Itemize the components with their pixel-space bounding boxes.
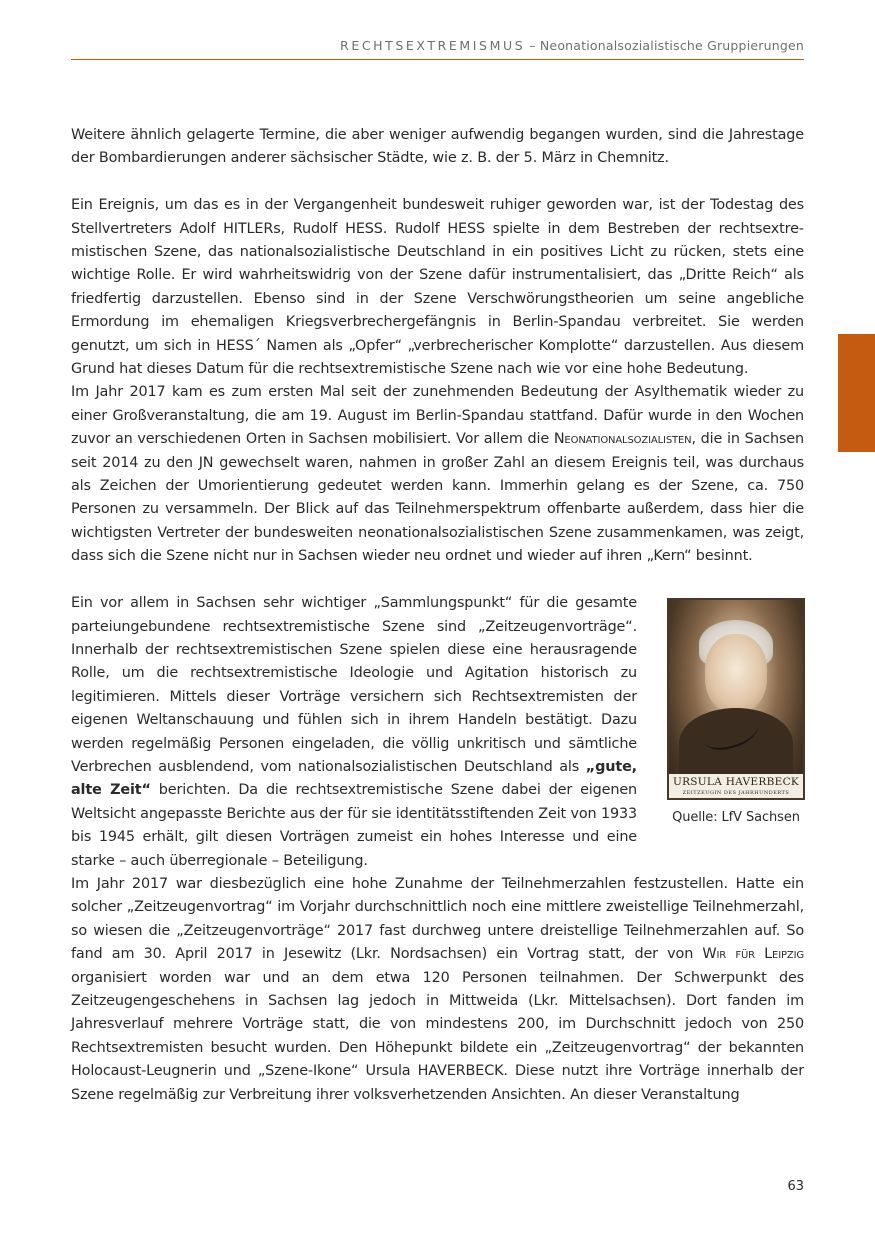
photo-face-shape <box>705 634 767 712</box>
paragraph-3-text-b: , die in Sachsen seit 2014 zu den JN gewechselt waren, nahmen in großer Zahl an diesem Ereignis teil, was durchaus als Zeichen der Umorientierung gedeutet werden kann. Immerhin gelang es der Szene, ca. 750 Personen zu versammeln. Der Blick auf das Teilnehmerspektrum offenbarte außerdem, dass hier die wichtigsten Vertreter der bundesweiten neonationalsozialistischen Szene zusammenkamen, was zeigt, dass sich die Szene nicht nur in Sachsen wieder neu ordnet und wieder auf ihren „Kern“ besinnt. <box>71 431 804 565</box>
main-text <box>71 124 804 1107</box>
text-with-figure <box>71 592 804 873</box>
header-section-title: RECHTSEXTREMISMUS <box>340 38 526 53</box>
paragraph-4-text-a: Ein vor allem in Sachsen sehr wichtiger „Sammlungspunkt“ für die gesamte parteiungebundene rechtsextremistische Szene sind „Zeitzeugenvorträge“. Innerhalb der rechtsextremistischen Szene spielen diese eine herausragende Rolle, um die rechtsextremistische Ideologie und Agitation historisch zu legitimieren. Mittels dieser Vorträge versichern sich Rechtsextremisten der eigenen Weltanschauung und fühlen sich in ihrem Handeln bestätigt. Dazu werden regelmäßig Personen eingeladen, die völlig unkritisch und sämtliche Verbrechen ausblendend, vom nationalsozialistischen Deutschland als <box>71 595 637 775</box>
paragraph-4 <box>71 592 637 873</box>
paragraph-4-text-b: berichten. Da die rechtsextremistische Szene dabei der eigenen Weltsicht angepasste Berichte aus der für sie identitätsstiftenden Zeit von 1933 bis 1945 erhält, gilt diesen Vorträgen zumeist ein hohes Interesse und eine starke – auch überregionale – Beteiligung. <box>71 782 637 869</box>
paragraph-5-text-a: Im Jahr 2017 war diesbezüglich eine hohe Zunahme der Teilnehmerzahlen festzustellen. Hatte ein solcher „Zeitzeugenvortrag“ im Vorjahr durchschnittlich noch eine mittlere zweistellige Teilnehmerzahl, so wiesen die „Zeitzeugenvorträge“ 2017 fast durchweg untere dreistellige Teilnehmerzahlen auf. So fand am 30. April 2017 in Jesewitz (Lkr. Nordsachsen) ein Vortrag statt, der von <box>71 875 804 963</box>
figure-source: Quelle: LfV Sachsen <box>672 810 800 826</box>
portrait-photo <box>667 598 805 800</box>
paragraph-1: Weitere ähnlich gelagerte Termine, die aber weniger aufwendig begangen wurden, sind die Jahrestage der Bombardierungen anderer sächsischer Städte, wie z. B. der 5. März in Chemnitz. <box>71 127 804 167</box>
page-number: 63 <box>787 1179 804 1194</box>
photo-name-band <box>669 774 803 798</box>
photo-name-label: URSULA HAVERBECK <box>672 776 800 789</box>
chapter-side-tab <box>838 334 875 452</box>
paragraph-3 <box>71 381 804 568</box>
paragraph-5 <box>71 873 804 1107</box>
paragraph-3-text-a: Im Jahr 2017 kam es zum ersten Mal seit der zunehmenden Bedeutung der Asylthematik wieder zu einer Großveranstaltung, die am 19. August im Berlin-Spandau stattfand. Dafür wurde in den Wochen zuvor an verschiedenen Orten in Sachsen mobilisiert. Vor allem die <box>71 384 804 448</box>
org-name-wir-fuer-leipzig: Wir für Leipzig <box>702 946 804 963</box>
paragraph-2: Ein Ereignis, um das es in der Vergangenheit bundesweit ruhiger geworden war, ist der Todestag des Stellvertreters Adolf HITLERs, Rudolf HESS. Rudolf HESS spielte in dem Bestreben der rechtsextremistischen Szene, das nationalsozialistische Deutschland in ein positives Licht zu rücken, stets eine wichtige Rolle. Er wird wahrheitswidrig von der Szene dafür instrumentalisiert, das „Dritte Reich“ als friedfertig darzustellen. Ebenso sind in der Szene Verschwörungstheorien um seine angebliche Ermordung im ehemaligen Kriegsverbrechergefängnis in Berlin-Spandau verbreitet. Sie werden genutzt, um sich in HESS´ Namen als „Opfer“ „verbrecherischer Komplotte“ darzustellen. Aus diesem Grund hat dieses Datum für die rechtsextremistische Szene nach wie vor eine hohe Bedeutung. <box>71 197 804 378</box>
photo-name-sublabel: ZEITZEUGIN DES JAHRHUNDERTS <box>682 790 790 797</box>
figure-haverbeck <box>667 598 805 829</box>
header-subtitle: – Neonationalsozialistische Gruppierungen <box>529 38 804 53</box>
quote-gute-alte-zeit: „gute, alte Zeit“ <box>71 758 637 799</box>
paragraph-5-text-b: organisiert worden war und an dem etwa 120 Personen teilnahmen. Der Schwerpunkt des Zeitzeugengeschehens in Sachsen lag jedoch in Mittweida (Lkr. Mittelsachsen). Dort fanden im Jahresverlauf mehrere Vorträge statt, die von mindestens 200, im Durchschnitt jedoch von 250 Rechtsextremisten besucht wurden. Den Höhepunkt bildete ein „Zeitzeugenvortrag“ der bekannten Holocaust-Leugnerin und „Szene-Ikone“ Ursula HAVERBECK. Diese nutzt ihre Vorträge innerhalb der Szene regelmäßig zur Verbreitung ihrer volksverhetzenden Ansichten. An dieser Veranstaltung <box>71 969 804 1103</box>
org-name-neonationalsozialisten: Neonationalsozialisten <box>553 431 692 448</box>
running-header <box>71 38 804 60</box>
